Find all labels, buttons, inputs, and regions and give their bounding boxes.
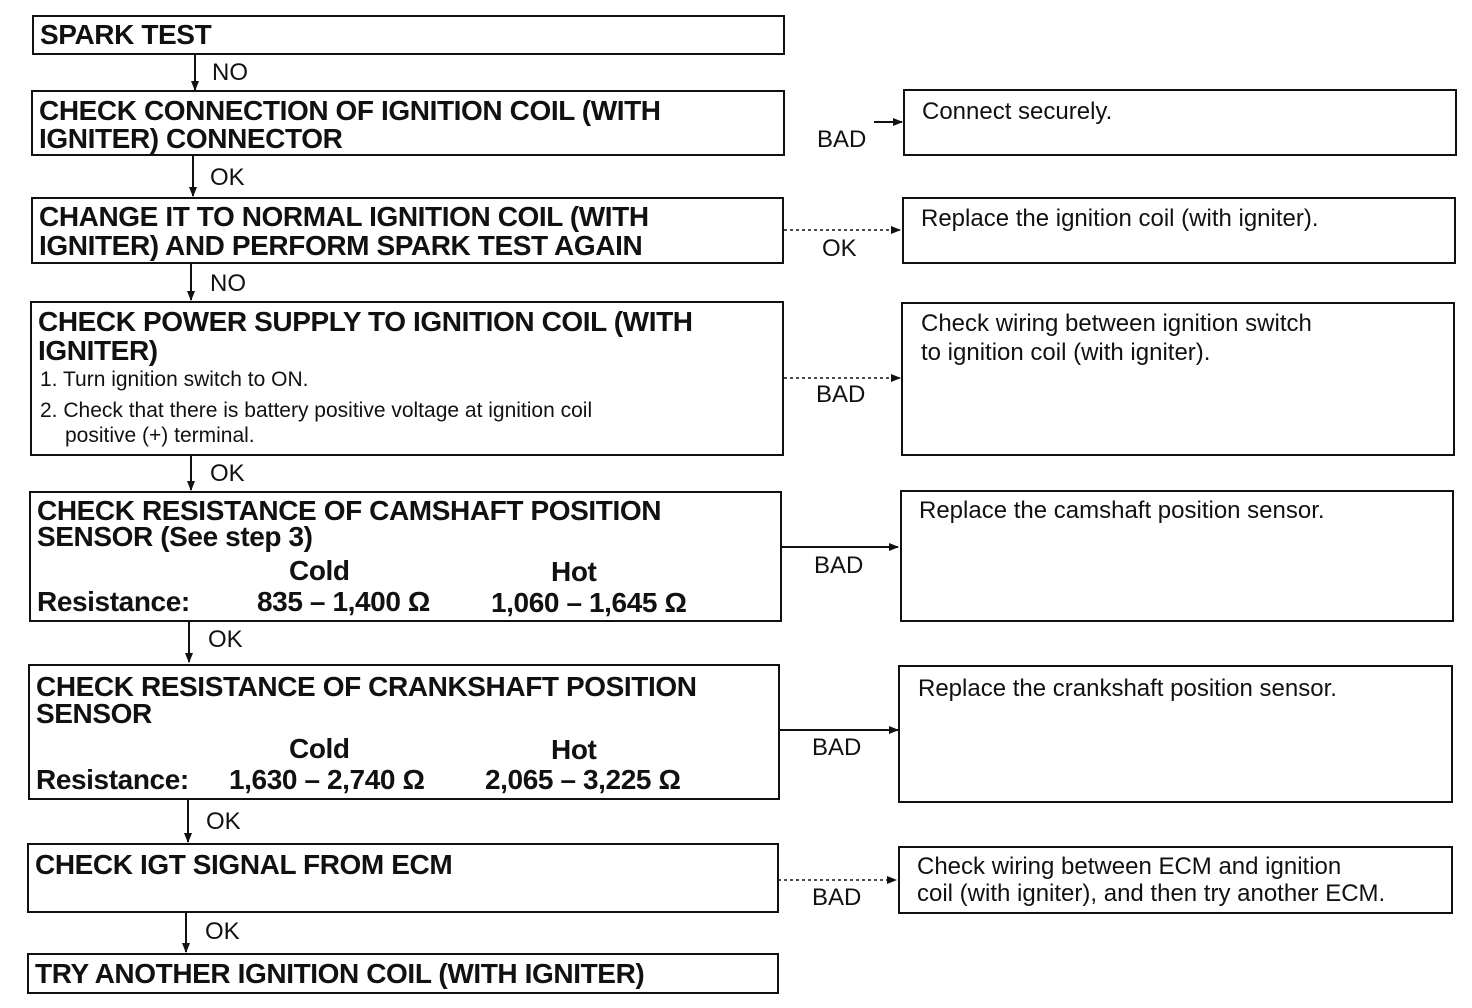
crankshaft-cold-label: Cold: [289, 733, 350, 764]
branch-label-bad: BAD: [816, 381, 866, 408]
crankshaft-hot-value: 2,065 – 3,225 Ω: [485, 764, 681, 795]
crankshaft-resistance-label: Resistance:: [36, 764, 189, 795]
power-supply-step-2-cont: positive (+) terminal.: [65, 424, 255, 447]
flow-label-no: NO: [212, 59, 248, 86]
remedy-wiring-switch-line1: Check wiring between ignition switch: [921, 310, 1312, 337]
remedy-connect-box: [903, 89, 1457, 156]
try-another-box: [27, 953, 779, 994]
power-supply-step-2: 2. Check that there is battery positive voltage at ignition coil: [40, 399, 593, 422]
branch-label-bad: BAD: [817, 126, 867, 153]
flow-label-ok: OK: [205, 918, 240, 945]
change-coil-line2: IGNITER) AND PERFORM SPARK TEST AGAIN: [39, 230, 643, 261]
camshaft-hot-value: 1,060 – 1,645 Ω: [491, 587, 687, 618]
remedy-wiring-switch-box: [901, 302, 1455, 456]
crankshaft-cold-value: 1,630 – 2,740 Ω: [229, 764, 425, 795]
remedy-camshaft-box: [900, 490, 1454, 622]
camshaft-resistance-label: Resistance:: [37, 586, 190, 617]
crankshaft-line2: SENSOR: [36, 698, 152, 729]
camshaft-cold-value: 835 – 1,400 Ω: [257, 586, 430, 617]
try-another-title: TRY ANOTHER IGNITION COIL (WITH IGNITER): [35, 958, 645, 989]
igt-signal-title: CHECK IGT SIGNAL FROM ECM: [35, 849, 453, 880]
power-supply-line2: IGNITER): [38, 335, 158, 366]
remedy-wiring-ecm-box: [898, 846, 1453, 914]
remedy-wiring-ecm-line2: coil (with igniter), and then try another ECM.: [917, 880, 1386, 907]
remedy-replace-coil-text: Replace the ignition coil (with igniter).: [921, 205, 1319, 232]
check-connection-box: [31, 90, 785, 156]
remedy-connect-text: Connect securely.: [922, 98, 1113, 125]
remedy-wiring-switch-line2: to ignition coil (with igniter).: [921, 339, 1211, 366]
remedy-replace-coil-box: [902, 197, 1456, 264]
flow-label-no: NO: [210, 270, 246, 297]
change-coil-line1: CHANGE IT TO NORMAL IGNITION COIL (WITH: [39, 201, 649, 232]
power-supply-step-1: 1. Turn ignition switch to ON.: [40, 368, 309, 391]
crankshaft-box: [28, 664, 780, 800]
spark-test-box: [32, 15, 785, 55]
camshaft-cold-label: Cold: [289, 555, 350, 586]
power-supply-line1: CHECK POWER SUPPLY TO IGNITION COIL (WITH: [38, 306, 693, 337]
branch-label-bad: BAD: [812, 734, 862, 761]
branch-label-bad: BAD: [812, 884, 862, 911]
camshaft-box: [29, 491, 782, 622]
branch-label-bad: BAD: [814, 552, 864, 579]
flow-label-ok: OK: [206, 808, 241, 835]
camshaft-hot-label: Hot: [551, 556, 597, 587]
check-connection-line2: IGNITER) CONNECTOR: [39, 123, 343, 154]
crankshaft-line1: CHECK RESISTANCE OF CRANKSHAFT POSITION: [36, 671, 697, 702]
crankshaft-hot-label: Hot: [551, 734, 597, 765]
remedy-wiring-ecm-line1: Check wiring between ECM and ignition: [917, 853, 1342, 880]
remedy-crankshaft-box: [898, 665, 1453, 803]
igt-signal-box: [27, 843, 779, 913]
power-supply-box: [30, 301, 784, 456]
branch-label-ok: OK: [822, 235, 857, 262]
camshaft-line2: SENSOR (See step 3): [37, 521, 313, 552]
check-connection-line1: CHECK CONNECTION OF IGNITION COIL (WITH: [39, 95, 661, 126]
flow-label-ok: OK: [210, 164, 245, 191]
remedy-camshaft-text: Replace the camshaft position sensor.: [919, 497, 1325, 524]
camshaft-line1: CHECK RESISTANCE OF CAMSHAFT POSITION: [37, 495, 662, 526]
spark-test-title: SPARK TEST: [40, 19, 212, 50]
flow-label-ok: OK: [210, 460, 245, 487]
remedy-crankshaft-text: Replace the crankshaft position sensor.: [918, 675, 1337, 702]
flow-label-ok: OK: [208, 626, 243, 653]
change-coil-box: [31, 197, 784, 264]
